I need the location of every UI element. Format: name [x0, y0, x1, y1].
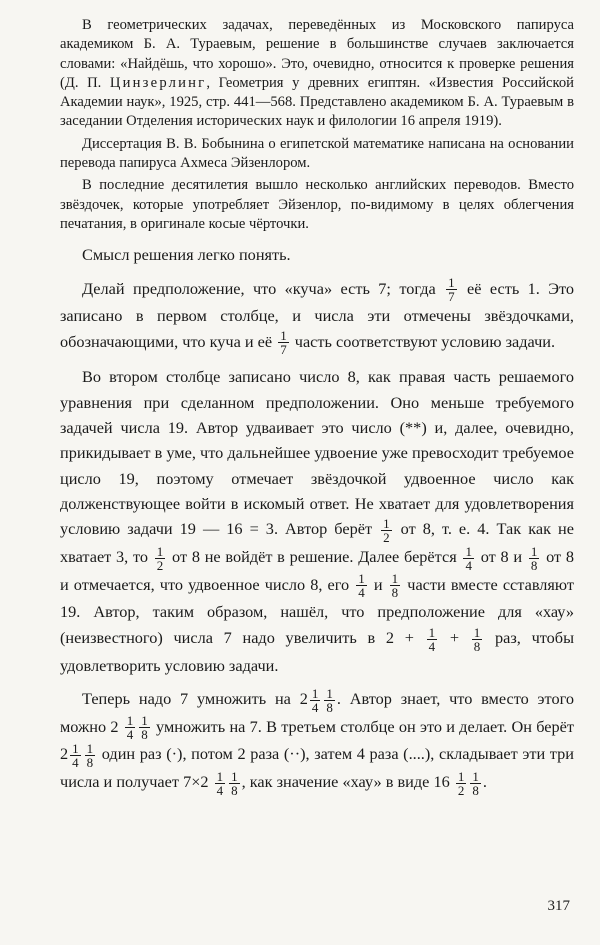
fraction: $\frac{1}{8}$ — [391, 571, 399, 601]
footnote-2: Диссертация В. В. Бобынина о египетской математике написана на основании перевода папируса Ахмеса Эйзенлором. — [60, 135, 574, 172]
paragraph-2: Во втором столбце записано число 8, как правая часть решаемого уравнения при сделанном предположении. Оно меньше требуемого задачей числа 19. Автор удваивает это число (**) и, далее, очевидно, прикидывает в уме, что дальнейшее удвоение уже превосходит требуемое цисло 19, поэтому отмечает звёздочкой удвоенное число как долженствующее войти в искомый ответ. Не хватает для удовлетворения условию задачи 19 — 16 = 3. Автор берёт $\frac{1}{2}$ от 8, т. е. 4. Так как не хватает 3, то $\frac{1}{2}$ от 8 не войдёт в решение. Далее берётся $\frac{1}{4}$ от 8 и $\frac{1}{8}$ от 8 и отмечается, что удвоенное число 8, его $\frac{1}{4}$ и $\frac{1}{8}$ части вместе сставляют 19. Автор, таким образом, нашёл, что предположение для «хау» (неизвестного) числа 7 надо увеличить в 2 + $\frac{1}{4}$ + $\frac{1}{8}$ раз, чтобы удовлетворить условию задачи. — [60, 367, 575, 675]
fraction: $\frac{1}{8}$ — [530, 543, 538, 573]
page-body — [60, 16, 574, 797]
footnote-3: В последние десятилетия вышло несколько английских переводов. Вместо звёздочек, которые употребляет Эйзенлор, по-видимому в целях облегчения печатания, в оригинале косые чёрточки. — [60, 177, 574, 232]
page-number: 317 — [547, 898, 570, 914]
fraction: $\frac{1}{4}$ — [216, 768, 224, 798]
fraction: $\frac{1}{8}$ — [231, 768, 238, 798]
intro-line: Смысл решения легко понять. — [82, 245, 291, 265]
fraction: $\frac{1}{8}$ — [141, 713, 148, 743]
footnote-1: В геометрических задачах, переведённых из Московского папируса академиком Б. А. Тураевым, решение в большинстве случаев заключается словами: «Найдёшь, что хорошо». Это, очевидно, относится к проверке решения (Д. П. Цинзерлинг, Геометрия у древних египтян. «Известия Российской Академии наук», 1925, стр. 441—568. Представлено академиком Б. А. Тураевым в заседании Отделения исторических наук и филологии 16 апреля 1919). — [60, 17, 574, 130]
author-name-spaced: Цинзерлинг — [109, 74, 207, 91]
fraction: $\frac{1}{4}$ — [358, 571, 365, 601]
fraction: $\frac{1}{8}$ — [326, 685, 333, 715]
fraction: $\frac{1}{4}$ — [126, 713, 134, 743]
fraction: $\frac{1}{4}$ — [428, 624, 436, 654]
fraction: $\frac{1}{2}$ — [383, 515, 390, 545]
fraction: $\frac{1}{8}$ — [472, 768, 479, 798]
fraction: $\frac{1}{7}$ — [280, 328, 287, 358]
fraction: $\frac{1}{2}$ — [156, 543, 164, 573]
paragraph-1: Делай предположение, что «куча» есть 7; тогда $\frac{1}{7}$ её есть 1. Это записано в первом столбце, и числа эти отмечены звёздочками, обозначающими, что куча и её $\frac{1}{7}$ часть соответствуют условию задачи. — [60, 275, 575, 358]
fraction: $\frac{1}{8}$ — [473, 624, 481, 654]
fraction: $\frac{1}{4}$ — [311, 685, 319, 715]
paragraph-3: Теперь надо 7 умножить на 2 $\frac{1}{4}$ $\frac{1}{8}$ . Автор знает, что вместо этого можно 2 $\frac{1}{4}$ $\frac{1}{8}$ умножить на 7. В третьем столбце он это и делает. Он берёт 2 $\frac{1}{4}$ $\frac{1}{8}$ один раз (·), потом 2 раза (··), затем 4 раза (....), складывает эти три числа и получает 7×2 $\frac{1}{4}$ $\frac{1}{8}$ , как значение «хау» в виде 16 $\frac{1}{2}$ $\frac{1}{8}$ . — [60, 685, 574, 798]
fraction: $\frac{1}{4}$ — [465, 543, 472, 573]
fraction: $\frac{1}{8}$ — [86, 741, 94, 771]
fraction: $\frac{1}{2}$ — [457, 768, 465, 798]
fraction: $\frac{1}{7}$ — [448, 275, 455, 305]
fraction: $\frac{1}{4}$ — [72, 741, 79, 771]
